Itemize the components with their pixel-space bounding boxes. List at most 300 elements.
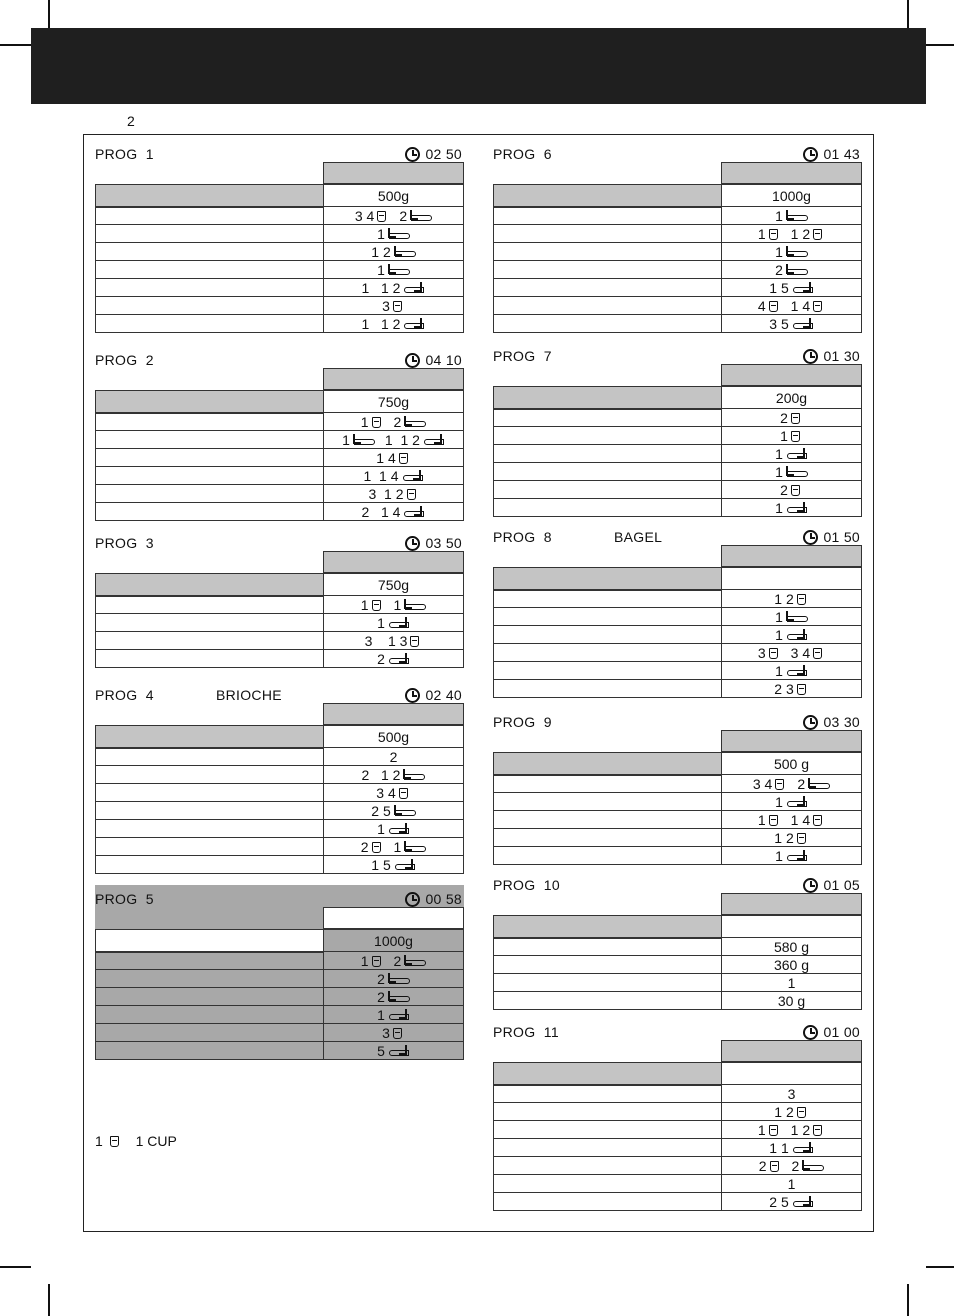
ingredient-row [494,644,862,662]
ingredient-label [96,431,324,449]
quantity-cell [324,279,464,297]
qty-text: 1 [757,1121,766,1138]
qty-text: 2 [393,952,402,969]
ingredient-label [96,952,324,970]
cup-icon [372,417,381,428]
quantity-cell [324,503,464,521]
qty-text: 1 4 [790,297,811,314]
ingredient-row [494,445,862,463]
ingredient-row [96,820,464,838]
ingredient-label [494,499,722,517]
loaf-size [722,568,862,590]
quantity-cell [722,481,862,499]
qty-text: 2 [389,748,398,765]
qty-text: 1 [393,596,402,613]
qty-text: 3 4 [790,644,811,661]
size-row [96,185,464,207]
quantity-cell [722,793,862,811]
size-label-cell [96,574,324,596]
ingredient-row [96,632,464,650]
qty-text: 2 1 2 [361,766,401,783]
loaf-size: 500g [324,185,464,207]
quantity-cell [722,207,862,225]
loaf-size: 1000g [722,185,862,207]
ingredient-label [494,481,722,499]
program-header [95,885,464,907]
ingredient-label [494,225,722,243]
clock-icon [803,530,818,545]
time-value: 02 40 [425,687,462,703]
ingredient-row [96,315,464,333]
legend-number: 1 [95,1133,103,1149]
crop-mark [0,44,31,46]
cup-icon [407,489,416,500]
legend-label: 1 CUP [135,1133,177,1149]
quantity-cell [722,1103,862,1121]
program-time [803,877,860,893]
ingredient-row [494,1139,862,1157]
size-label-cell [96,726,324,748]
ingredient-label [494,811,722,829]
ingredient-label [96,467,324,485]
qty-text: 1 [757,225,766,242]
size-header-cell [721,162,862,184]
qty-text: 1 [360,952,369,969]
program-time [405,687,462,703]
ingredient-label [494,847,722,865]
size-header [493,893,862,915]
ingredient-label [96,748,324,766]
ingredient-label [96,766,324,784]
cup-icon [769,301,778,312]
quantity-cell [324,596,464,614]
ingredient-label [494,626,722,644]
clock-icon [803,1025,818,1040]
ingredient-row [96,431,464,449]
program-header [493,871,862,893]
quantity-cell [722,409,862,427]
ingredient-table [95,573,464,668]
quantity-cell [324,225,464,243]
time-value: 03 30 [823,714,860,730]
qty-text: 2 [377,650,385,667]
tablespoon-icon [388,991,410,1003]
time-value: 03 50 [425,535,462,551]
size-header-cell [721,730,862,752]
qty-text: 1 1 [769,1139,789,1156]
ingredient-row [96,225,464,243]
ingredient-label [96,207,324,225]
cup-icon [797,833,806,844]
program-time [803,348,860,364]
cup-icon [797,684,806,695]
ingredient-label [96,1006,324,1024]
qty-text: 1 2 [371,243,391,260]
teaspoon-icon [786,629,808,641]
qty-text: 1 [342,431,350,448]
ingredient-row [494,775,862,793]
ingredient-label [96,784,324,802]
ingredient-label [494,297,722,315]
ingredient-row [494,463,862,481]
ingredient-row [494,590,862,608]
size-label-cell [96,391,324,413]
ingredient-label [494,775,722,793]
time-value: 02 50 [425,146,462,162]
ingredient-label [96,413,324,431]
teaspoon-icon [388,653,410,665]
ingredient-row [96,802,464,820]
quantity-cell [722,445,862,463]
program-name: PROG 10 [493,877,560,893]
teaspoon-icon [388,823,410,835]
cup-icon [393,301,402,312]
qty-text: 3 1 3 [364,632,408,649]
program-name: PROG 1 [95,146,154,162]
ingredient-row [494,974,862,992]
ingredient-label [494,243,722,261]
size-header [493,1040,862,1062]
quantity-cell [722,499,862,517]
ingredient-label [96,614,324,632]
quantity-cell [722,1085,862,1103]
cup-icon [770,1161,779,1172]
size-row [96,574,464,596]
ingredient-label [494,1121,722,1139]
qty-text: 30 g [777,992,806,1009]
cup-icon [813,1125,822,1136]
program-name: PROG 5 [95,891,154,907]
quantity-cell [324,297,464,315]
teaspoon-icon [403,318,425,330]
program-time [803,714,860,730]
qty-text: 1 [775,499,783,516]
crop-mark [926,44,954,46]
ingredient-row [494,315,862,333]
ingredient-row [96,503,464,521]
loaf-size [722,1063,862,1085]
ingredient-row [96,650,464,668]
teaspoon-icon [388,617,410,629]
ingredient-label [494,829,722,847]
tablespoon-icon [403,769,425,781]
program-table [95,140,464,333]
ingredient-row [96,1006,464,1024]
crop-mark [0,1266,31,1268]
qty-text: 3 1 2 [368,485,404,502]
quantity-cell [324,856,464,874]
cup-icon [813,648,822,659]
size-header-cell [721,893,862,915]
qty-text: 1 2 [774,829,794,846]
cup-icon [791,431,800,442]
teaspoon-icon [786,850,808,862]
ingredient-row [494,811,862,829]
qty-text: 1 [775,847,783,864]
program-time [405,146,462,162]
tablespoon-icon [786,611,808,623]
tablespoon-icon [388,228,410,240]
ingredient-row [494,847,862,865]
cup-icon [813,301,822,312]
qty-text: 1 [377,261,385,278]
ingredient-label [494,590,722,608]
ingredient-label [96,225,324,243]
ingredient-label [494,279,722,297]
ingredient-label [494,427,722,445]
crop-mark [907,0,909,28]
ingredient-row [494,427,862,445]
qty-text: 4 [757,297,766,314]
time-value: 01 43 [823,146,860,162]
cup-icon [372,600,381,611]
qty-text: 1 [775,626,783,643]
qty-text: 2 [780,409,788,426]
cup-icon [797,1107,806,1118]
program-header [95,681,464,703]
quantity-cell [324,315,464,333]
program-time [405,535,462,551]
program-time [803,146,860,162]
quantity-cell [722,225,862,243]
ingredient-label [96,1024,324,1042]
quantity-cell [324,838,464,856]
program-table [493,140,862,333]
cup-icon [372,842,381,853]
ingredient-label [96,1042,324,1060]
cup-icon [110,1136,119,1147]
ingredient-row [96,856,464,874]
teaspoon-icon [388,1009,410,1021]
crop-mark [48,0,50,28]
qty-text: 1 [775,243,783,260]
program-table [493,1018,862,1211]
size-row [494,1063,862,1085]
cup-icon [813,229,822,240]
cup-icon [377,211,386,222]
qty-text: 1 1 4 [363,467,399,484]
qty-text: 1 [377,225,385,242]
program-header [493,342,862,364]
cup-icon [791,485,800,496]
qty-text: 2 5 [769,1193,789,1210]
ingredient-row [494,1103,862,1121]
ingredient-label [96,838,324,856]
qty-text: 1 [787,974,796,991]
page-number: 2 [127,113,135,129]
teaspoon-icon [792,1142,814,1154]
ingredient-label [96,449,324,467]
size-header [493,730,862,752]
ingredient-row [494,279,862,297]
clock-icon [405,688,420,703]
qty-text: 2 [758,1157,767,1174]
program-header [493,708,862,730]
quantity-cell [324,748,464,766]
size-label-cell [494,185,722,207]
ingredient-label [494,1139,722,1157]
qty-text: 1 [787,1175,796,1192]
tablespoon-icon [388,973,410,985]
quantity-cell [324,632,464,650]
size-label-cell [494,1063,722,1085]
quantity-cell [722,775,862,793]
qty-text: 3 [382,1024,390,1041]
qty-text: 1 1 2 [361,315,401,332]
quantity-cell [722,1121,862,1139]
quantity-cell [324,243,464,261]
program-name: PROG 2 [95,352,154,368]
program-name: PROG 7 [493,348,552,364]
size-header [493,364,862,386]
size-label-cell [96,930,324,952]
tablespoon-icon [802,1160,824,1172]
qty-text: 1 2 [774,590,794,607]
loaf-size: 200g [722,387,862,409]
size-header-cell [721,545,862,567]
program-time [803,529,860,545]
time-value: 01 05 [823,877,860,893]
size-label-cell [96,185,324,207]
ingredient-label [494,680,722,698]
qty-text: 360 g [773,956,810,973]
qty-text: 3 4 [752,775,773,792]
ingredient-row [96,988,464,1006]
ingredient-row [96,485,464,503]
tablespoon-icon [404,841,426,853]
tablespoon-icon [404,599,426,611]
program-type: BRIOCHE [216,687,282,703]
teaspoon-icon [786,796,808,808]
ingredient-row [96,596,464,614]
teaspoon-icon [403,506,425,518]
ingredient-row [494,626,862,644]
clock-icon [803,147,818,162]
program-header [95,529,464,551]
ingredient-row [96,1024,464,1042]
qty-text: 2 [360,838,369,855]
clock-icon [803,349,818,364]
teaspoon-icon [792,282,814,294]
ingredient-table [95,184,464,333]
qty-text: 2 5 [371,802,391,819]
size-row [96,726,464,748]
qty-text: 1 [393,838,402,855]
size-header-cell [323,907,464,929]
time-value: 00 58 [425,891,462,907]
size-header [493,162,862,184]
ingredient-row [96,297,464,315]
size-header [95,368,464,390]
ingredient-row [494,1085,862,1103]
clock-icon [405,892,420,907]
quantity-cell [722,463,862,481]
quantity-cell [324,449,464,467]
ingredient-row [494,1175,862,1193]
qty-text: 1 2 [774,1103,794,1120]
qty-text: 3 4 [354,207,375,224]
ingredient-row [96,261,464,279]
ingredient-label [96,802,324,820]
ingredient-row [494,992,862,1010]
ingredient-table [493,184,862,333]
ingredient-row [96,467,464,485]
quantity-cell [722,1139,862,1157]
cup-icon [769,229,778,240]
size-label-cell [494,916,722,938]
ingredient-row [96,838,464,856]
teaspoon-icon [786,448,808,460]
ingredient-row [494,680,862,698]
qty-text: 1 5 [769,279,789,296]
program-header [95,346,464,368]
cup-icon [399,788,408,799]
quantity-cell [324,820,464,838]
clock-icon [405,353,420,368]
ingredient-row [96,748,464,766]
size-row [494,185,862,207]
tablespoon-icon [786,246,808,258]
header-bar [31,28,926,104]
teaspoon-icon [786,502,808,514]
ingredient-row [494,956,862,974]
size-row [494,916,862,938]
size-header-cell [323,703,464,725]
ingredient-row [96,243,464,261]
qty-text: 1 [377,820,385,837]
quantity-cell [324,485,464,503]
qty-text: 1 4 [790,811,811,828]
ingredient-row [96,614,464,632]
qty-text: 1 [780,427,788,444]
program-type: BAGEL [614,529,663,545]
quantity-cell [722,811,862,829]
ingredient-row [494,207,862,225]
cup-icon [769,815,778,826]
program-table [95,885,464,1060]
qty-text: 2 [399,207,408,224]
qty-text: 1 [775,463,783,480]
tablespoon-icon [353,434,375,446]
qty-text: 2 [377,970,385,987]
ingredient-row [494,409,862,427]
quantity-cell [722,315,862,333]
ingredient-label [494,974,722,992]
ingredient-row [96,279,464,297]
program-name: PROG 6 [493,146,552,162]
ingredient-label [494,1193,722,1211]
program-name: PROG 3 [95,535,154,551]
quantity-cell [324,413,464,431]
qty-text: 1 4 [376,449,396,466]
cup-legend [95,1133,177,1149]
qty-text: 1 [360,596,369,613]
teaspoon-icon [792,1196,814,1208]
program-table [493,871,862,1010]
ingredient-label [96,297,324,315]
qty-text: 1 5 [371,856,391,873]
qty-text: 2 [780,481,788,498]
program-table [95,346,464,521]
ingredient-label [494,662,722,680]
quantity-cell [722,1193,862,1211]
ingredient-label [494,938,722,956]
quantity-cell [324,614,464,632]
quantity-cell [722,1175,862,1193]
ingredient-table [95,725,464,874]
quantity-cell [722,992,862,1010]
program-name: PROG 8 [493,529,552,545]
